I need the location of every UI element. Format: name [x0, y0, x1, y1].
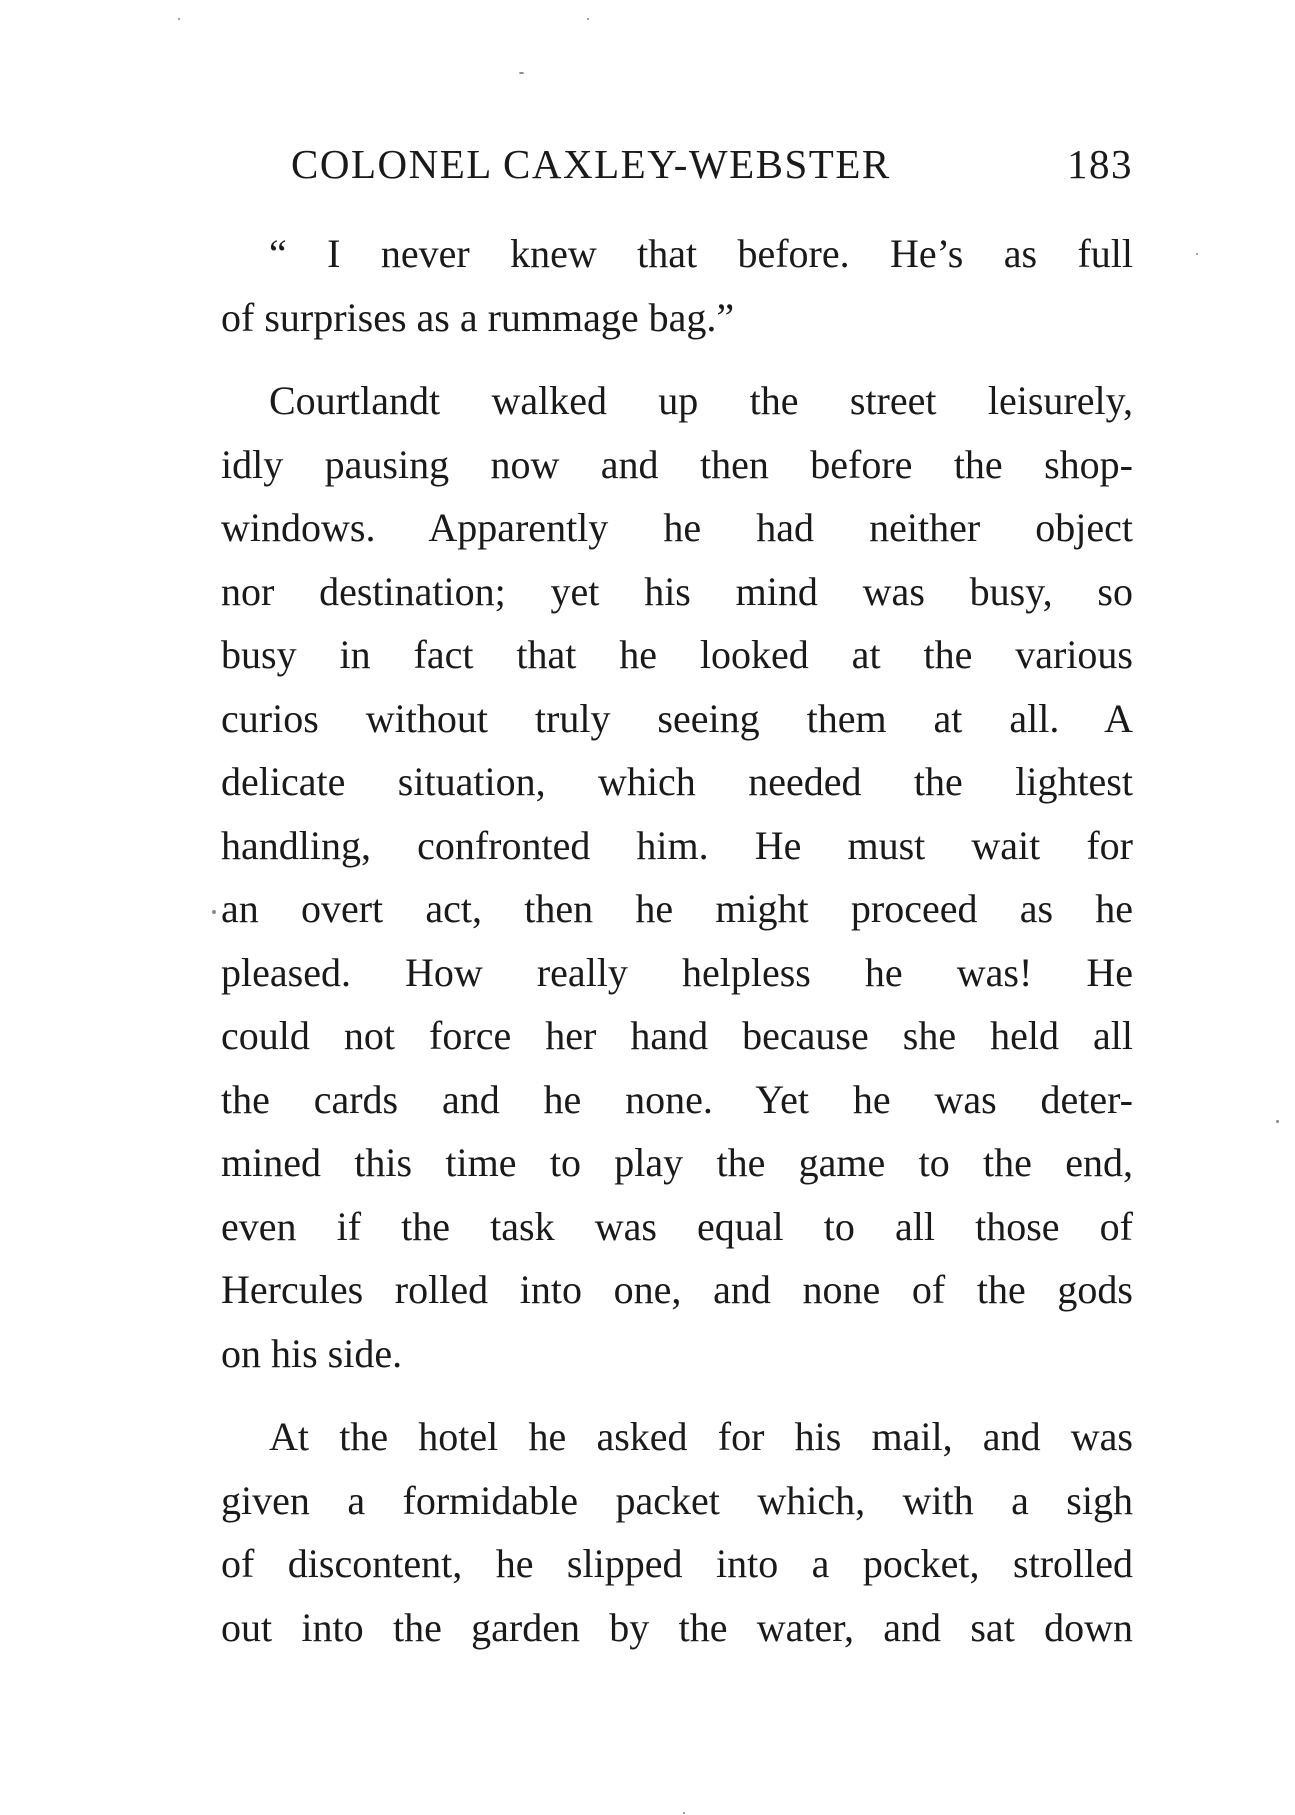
text-line: busy in fact that he looked at the various	[221, 632, 1133, 677]
text-line: could not force her hand because she held all	[221, 1013, 1133, 1058]
text-line: out into the garden by the water, and sat down	[221, 1604, 1133, 1650]
running-head	[291, 134, 1133, 194]
paragraph-1	[221, 222, 1133, 349]
text-line: even if the task was equal to all those of	[221, 1203, 1133, 1249]
text-line: curios without truly seeing them at all. A	[221, 695, 1133, 741]
paragraph-2	[221, 369, 1133, 1385]
scan-speck	[1276, 1120, 1279, 1123]
text-line: of surprises as a rummage bag.”	[221, 294, 735, 340]
body-text	[221, 222, 1133, 1659]
text-line: handling, confronted him. He must wait for	[221, 822, 1133, 868]
text-line: the cards and he none. Yet he was deter-	[221, 1076, 1133, 1122]
text-line: an overt act, then he might proceed as he	[221, 886, 1133, 931]
scan-speck	[178, 18, 180, 20]
text-line: given a formidable packet which, with a sigh	[221, 1477, 1133, 1523]
text-line: Hercules rolled into one, and none of the gods	[221, 1267, 1133, 1312]
text-line: windows. Apparently he had neither object	[221, 505, 1133, 550]
text-line: delicate situation, which needed the lightest	[221, 759, 1133, 804]
text-line: idly pausing now and then before the shop-	[221, 441, 1133, 487]
scan-speck	[1196, 253, 1198, 255]
paragraph-gap	[221, 349, 1133, 369]
scan-speck	[519, 72, 524, 74]
scan-speck	[683, 1812, 685, 1814]
text-line: nor destination; yet his mind was busy, so	[221, 568, 1133, 614]
text-line: on his side.	[221, 1330, 403, 1376]
text-line: At the hotel he asked for his mail, and was	[269, 1414, 1133, 1459]
page-number: 183	[1067, 141, 1133, 187]
text-line: of discontent, he slipped into a pocket, strolled	[221, 1541, 1133, 1586]
text-line: pleased. How really helpless he was! He	[221, 949, 1133, 995]
scan-speck	[587, 18, 589, 20]
running-title: COLONEL CAXLEY-WEBSTER	[291, 141, 891, 187]
text-line: mined this time to play the game to the end,	[221, 1140, 1133, 1185]
text-line: “ I never knew that before. He’s as full	[269, 231, 1133, 276]
scan-speck	[212, 910, 216, 914]
paragraph-gap	[221, 1385, 1133, 1405]
paragraph-3	[221, 1405, 1133, 1659]
text-line: Courtlandt walked up the street leisurely,	[269, 378, 1133, 423]
